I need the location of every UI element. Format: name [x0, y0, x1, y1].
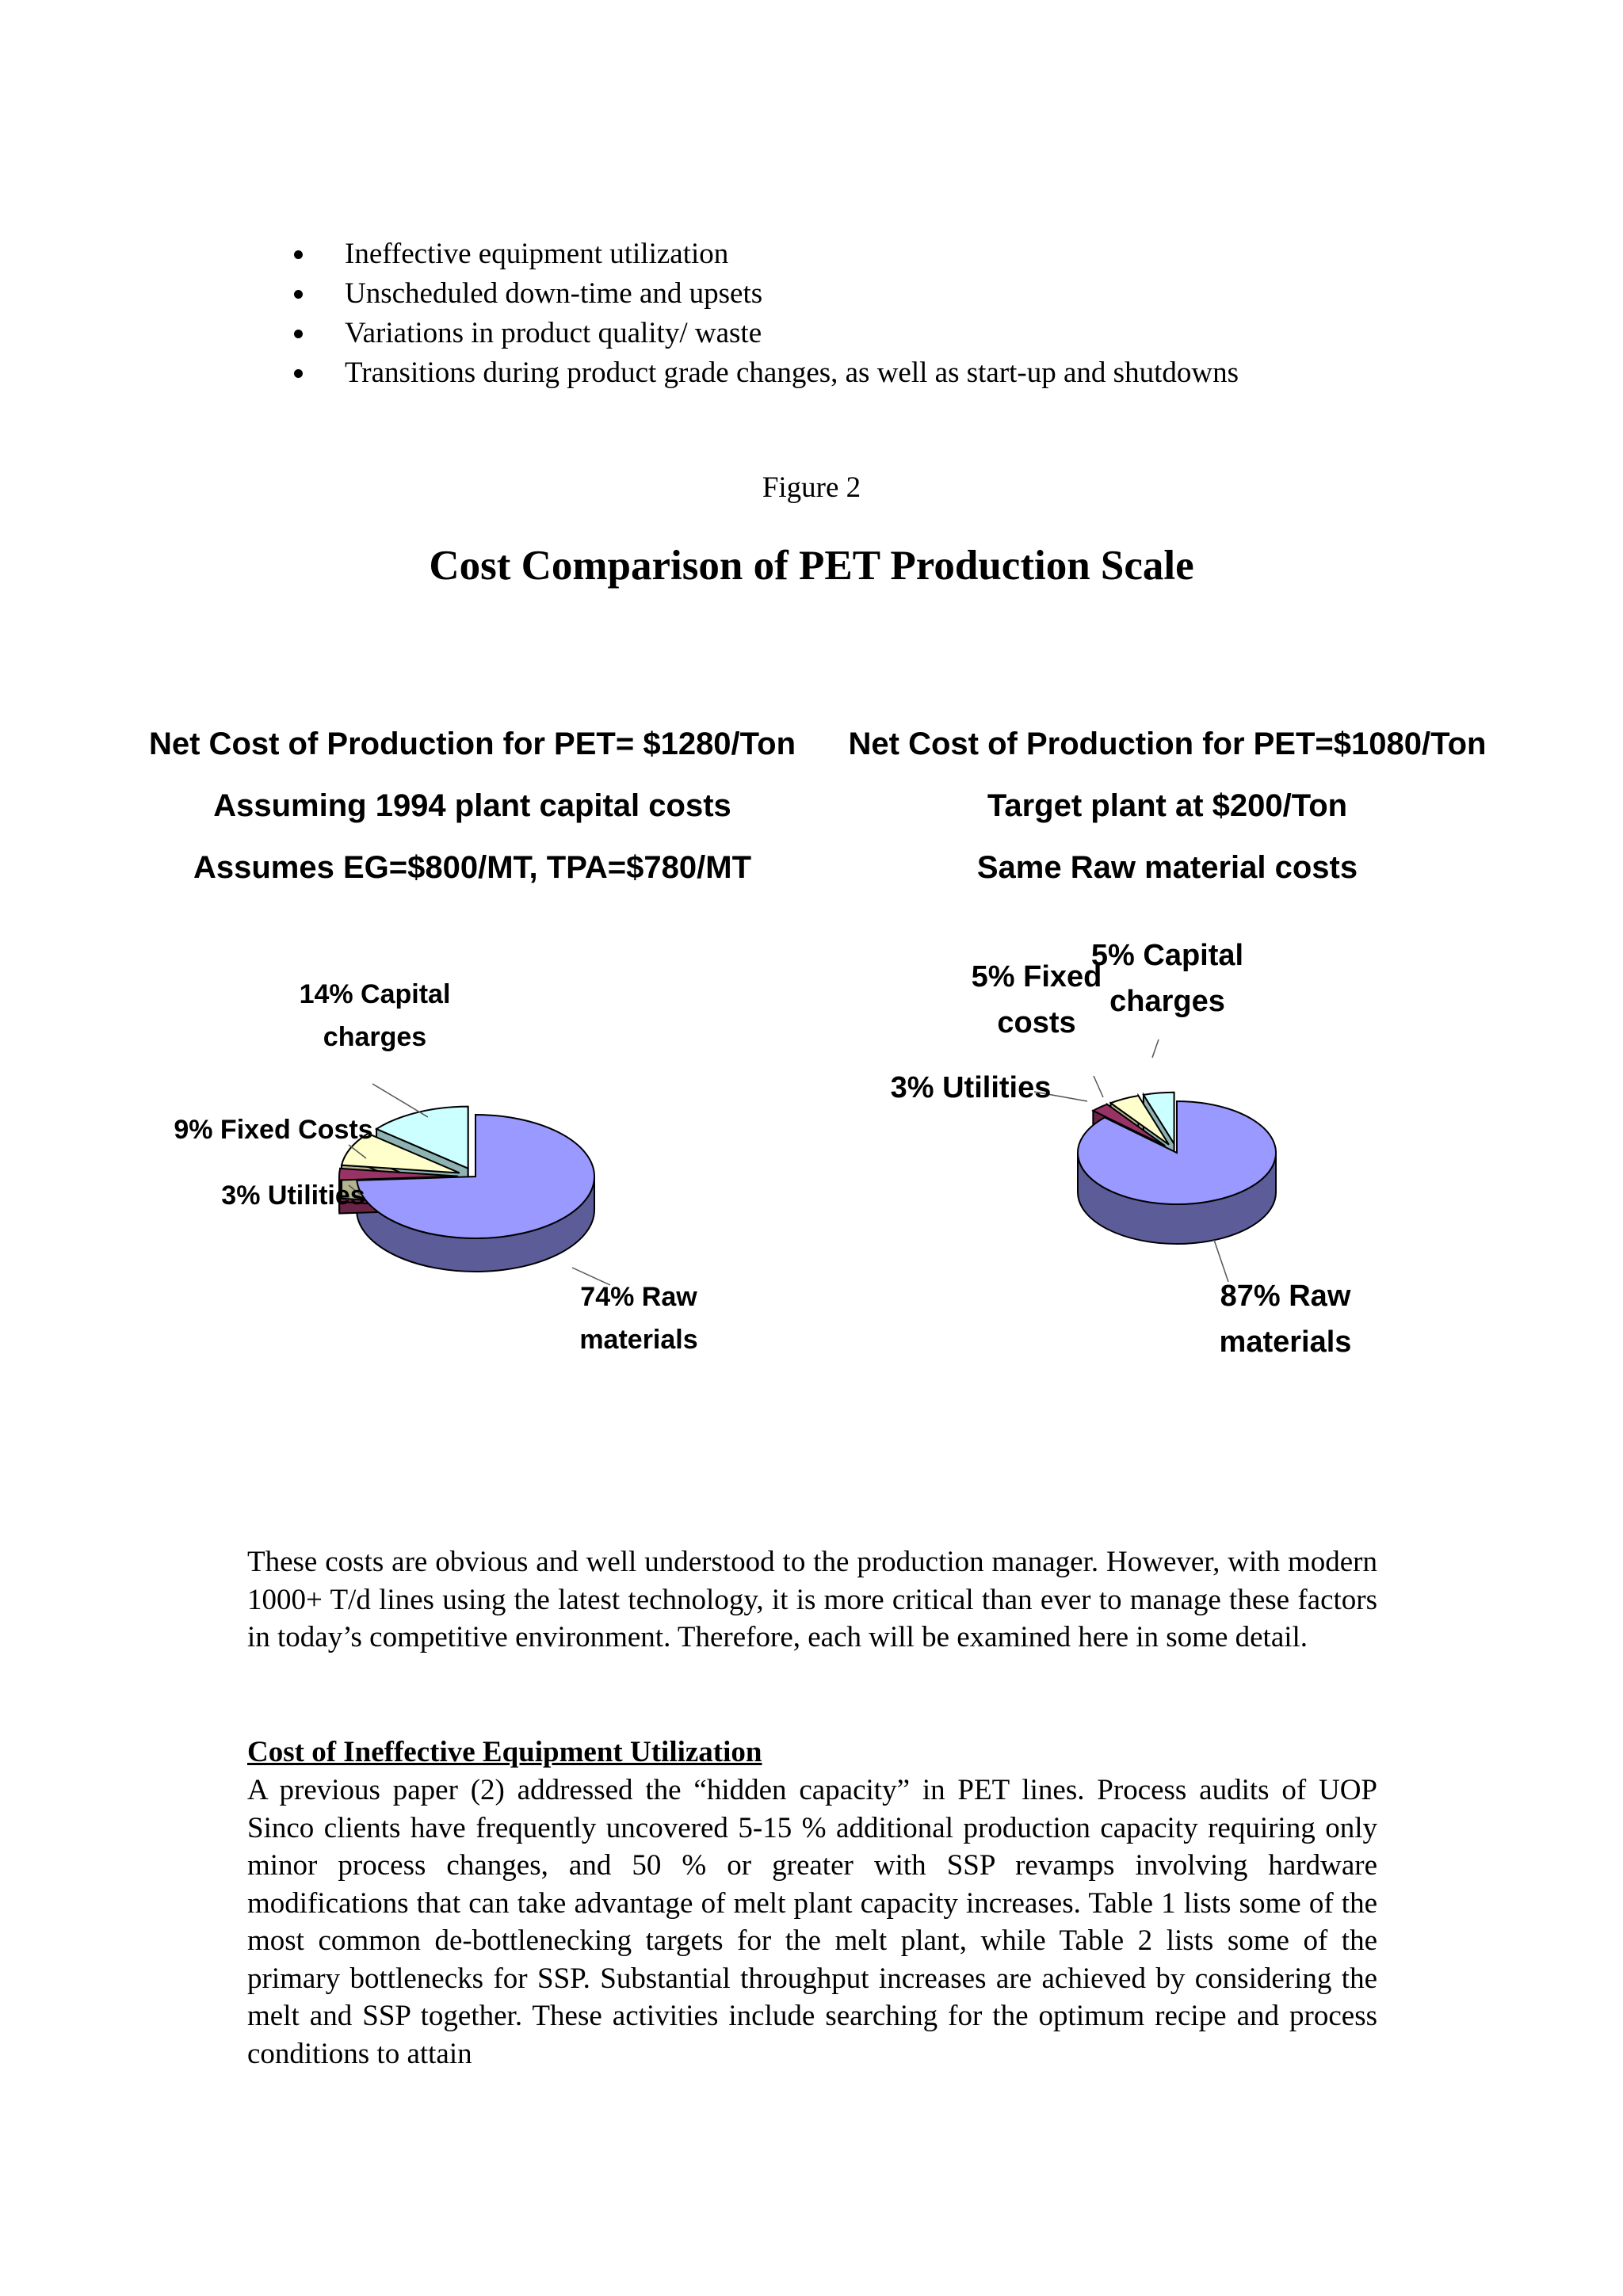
slice-label: 3% Utilities [221, 1180, 365, 1211]
bullet-dot-icon [294, 369, 303, 378]
bullet-dot-icon [294, 330, 303, 338]
slice-label: materials [1219, 1325, 1352, 1359]
chart-title-line: Same Raw material costs [976, 850, 1358, 885]
figure-caption: Figure 2 [762, 471, 861, 504]
slice-label: costs [997, 1006, 1076, 1039]
chart-title-line: Target plant at $200/Ton [987, 788, 1348, 823]
figure-title: Cost Comparison of PET Production Scale [429, 543, 1194, 589]
chart-title-line: Net Cost of Production for PET= $1280/Ton [148, 727, 796, 761]
leader-line [1152, 1039, 1159, 1058]
chart-title-line: Assuming 1994 plant capital costs [213, 788, 731, 823]
bullet-item: Transitions during product grade changes, as well as start-up and shutdowns [285, 353, 1239, 393]
slice-label: 74% Raw [580, 1282, 697, 1312]
bullet-dot-icon [294, 250, 303, 259]
chart-title-line: Net Cost of Production for PET=$1080/Ton [848, 727, 1487, 761]
leader-line [372, 1084, 428, 1117]
bullet-item: Variations in product quality/ waste [285, 314, 1239, 353]
slice-label: 3% Utilities [890, 1071, 1052, 1104]
pie-chart-1 [149, 727, 796, 1355]
bullet-item: Ineffective equipment utilization [285, 235, 1239, 274]
slice-label: 14% Capital [299, 979, 451, 1009]
pie-chart-2 [849, 727, 1487, 1359]
chart-title-line: Assumes EG=$800/MT, TPA=$780/MT [193, 850, 752, 885]
leader-line [1214, 1240, 1228, 1282]
paragraph-2: A previous paper (2) addressed the “hidden capacity” in PET lines. Process audits of UOP Sinco clients have frequently uncovered 5-15 % additional production capacity requiring only minor process changes, and 50 % or greater with SSP revamps involving hardware modifications that can take advantage of melt plant capacity increases. Table 1 lists some of the most common de-bottlenecking targets for the melt plant, while Table 2 lists some of the primary bottlenecks for SSP. Substantial throughput increases are achieved by considering the melt and SSP together. These activities include searching for the optimum recipe and process conditions to attain [247, 1774, 1377, 2070]
bullet-list [285, 235, 1239, 393]
slice-label: 5% Capital [1090, 939, 1244, 972]
slice-label: charges [323, 1022, 427, 1052]
bullet-dot-icon [294, 290, 303, 299]
paragraph-1: These costs are obvious and well understood to the production manager. However, with modern 1000+ T/d lines using the latest technology, it is more critical than ever to manage these factors in today’s competitive environment. Therefore, each will be examined here in some detail. [247, 1546, 1377, 1653]
slice-label: 5% Fixed [971, 960, 1102, 994]
section-heading: Cost of Ineffective Equipment Utilization [247, 1736, 762, 1768]
bullet-item: Unscheduled down-time and upsets [285, 274, 1239, 314]
pie-charts [0, 681, 1623, 1394]
leader-line [1094, 1076, 1103, 1097]
slice-label: 9% Fixed Costs [174, 1115, 373, 1145]
slice-label: materials [579, 1325, 698, 1355]
slice-label: charges [1109, 985, 1225, 1018]
slice-label: 87% Raw [1220, 1280, 1351, 1313]
